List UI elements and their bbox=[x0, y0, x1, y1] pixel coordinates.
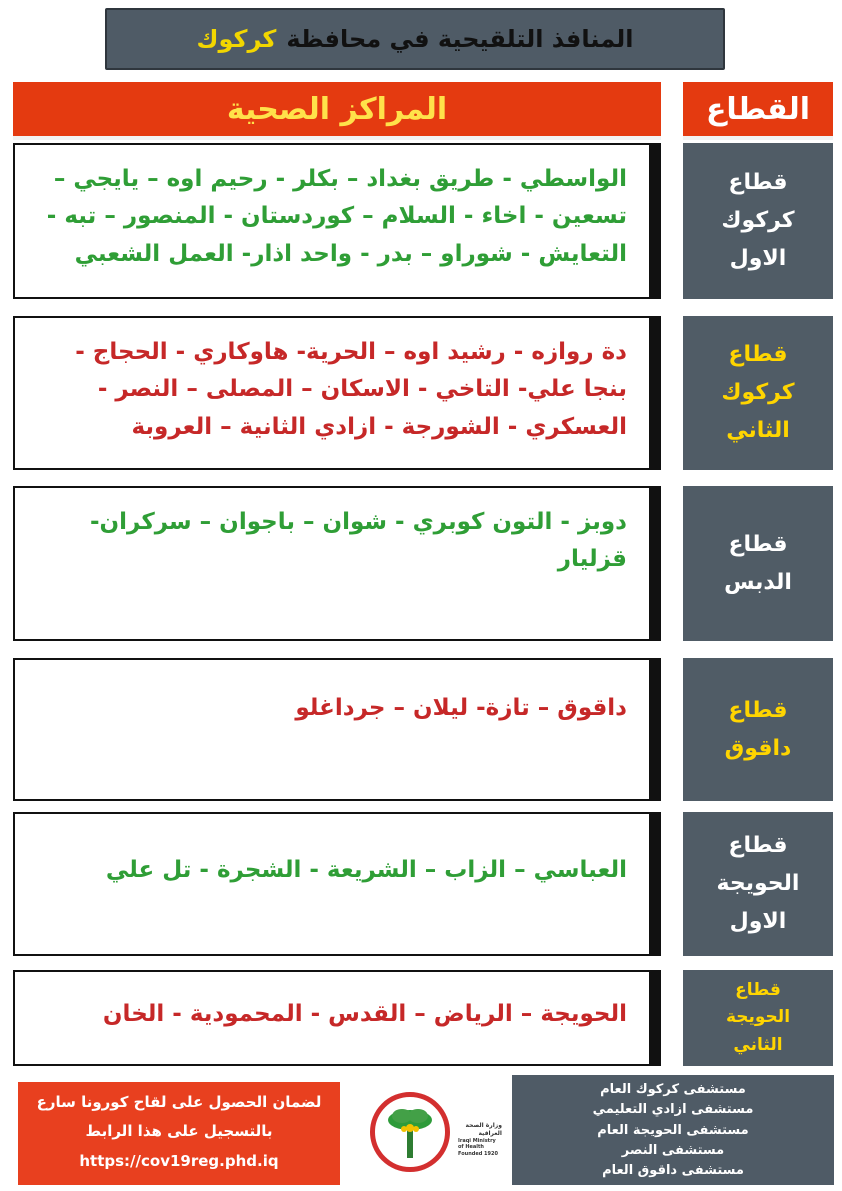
sector-row-3 bbox=[683, 486, 833, 641]
title-city: كركوك bbox=[196, 25, 277, 53]
header-health-centers: المراكز الصحية bbox=[13, 82, 661, 140]
ministry-logo bbox=[362, 1082, 502, 1185]
sector-row-2 bbox=[683, 316, 833, 470]
sector-row-6 bbox=[683, 970, 833, 1066]
logo-caption bbox=[458, 1122, 502, 1157]
logo-line-2: Iraqi Ministry of Health bbox=[458, 1137, 496, 1151]
sector-label-2: قطاع كركوك الثاني bbox=[721, 342, 795, 443]
registration-banner bbox=[18, 1082, 340, 1185]
sector-label-4: قطاع داقوق bbox=[724, 697, 792, 761]
hospital-item: مستشفى كركوك العام bbox=[600, 1082, 746, 1097]
logo-line-3: Founded 1920 bbox=[458, 1150, 498, 1157]
sector-label-3: قطاع الدبس bbox=[724, 531, 792, 595]
centers-row-5: العباسي – الزاب – الشريعة - الشجرة - تل علي bbox=[13, 812, 661, 956]
sector-row-5 bbox=[683, 812, 833, 956]
palm-tree-icon bbox=[384, 1104, 436, 1162]
registration-link[interactable]: https://cov19reg.phd.iq bbox=[79, 1151, 279, 1170]
sector-row-4 bbox=[683, 658, 833, 801]
centers-row-1: الواسطي - طريق بغداد – بكلر - رحيم اوه – يايجي – تسعين - اخاء - السلام – كوردستان - المنصور – تبه - التعايش - شوراو – بدر - واحد اذار- العمل الشعبي bbox=[13, 143, 661, 299]
sector-label-1: قطاع كركوك الاول bbox=[721, 170, 795, 271]
registration-line-2: بالتسجيل على هذا الرابط bbox=[85, 1122, 273, 1141]
centers-row-2: دة روازه - رشيد اوه – الحرية- هاوكاري - الحجاج - بنجا علي- التاخي - الاسكان – المصلى – النصر - العسكري - الشورجة - ازادي الثانية – العروبة bbox=[13, 316, 661, 470]
centers-row-4: داقوق – تازة- ليلان – جرداغلو bbox=[13, 658, 661, 801]
hospital-item: مستشفى الحويجة العام bbox=[597, 1122, 749, 1138]
centers-row-6: الحويجة – الرياض – القدس - المحمودية - الخان bbox=[13, 970, 661, 1066]
centers-row-3: دوبز - التون كوبري - شوان – باجوان – سركران- قزليار bbox=[13, 486, 661, 641]
hospital-item: مستشفى داقوق العام bbox=[602, 1163, 744, 1179]
hospital-item: مستشفى النصر bbox=[621, 1142, 725, 1158]
registration-line-1: لضمان الحصول على لقاح كورونا سارع bbox=[36, 1093, 322, 1111]
title-main: المنافذ التلقيحية في محافظة bbox=[286, 25, 634, 53]
sector-row-1 bbox=[683, 143, 833, 299]
sector-label-5: قطاع الحويجة الاول bbox=[716, 833, 800, 934]
hospitals-list bbox=[512, 1075, 834, 1185]
page-title bbox=[105, 8, 725, 70]
header-sector: القطاع bbox=[683, 82, 833, 140]
sector-label-6: قطاع الحويجة الثاني bbox=[725, 979, 791, 1055]
hospital-item: مستشفى ازادي التعليمي bbox=[592, 1102, 754, 1118]
logo-line-1: وزارة الصحة العراقية bbox=[465, 1122, 502, 1137]
